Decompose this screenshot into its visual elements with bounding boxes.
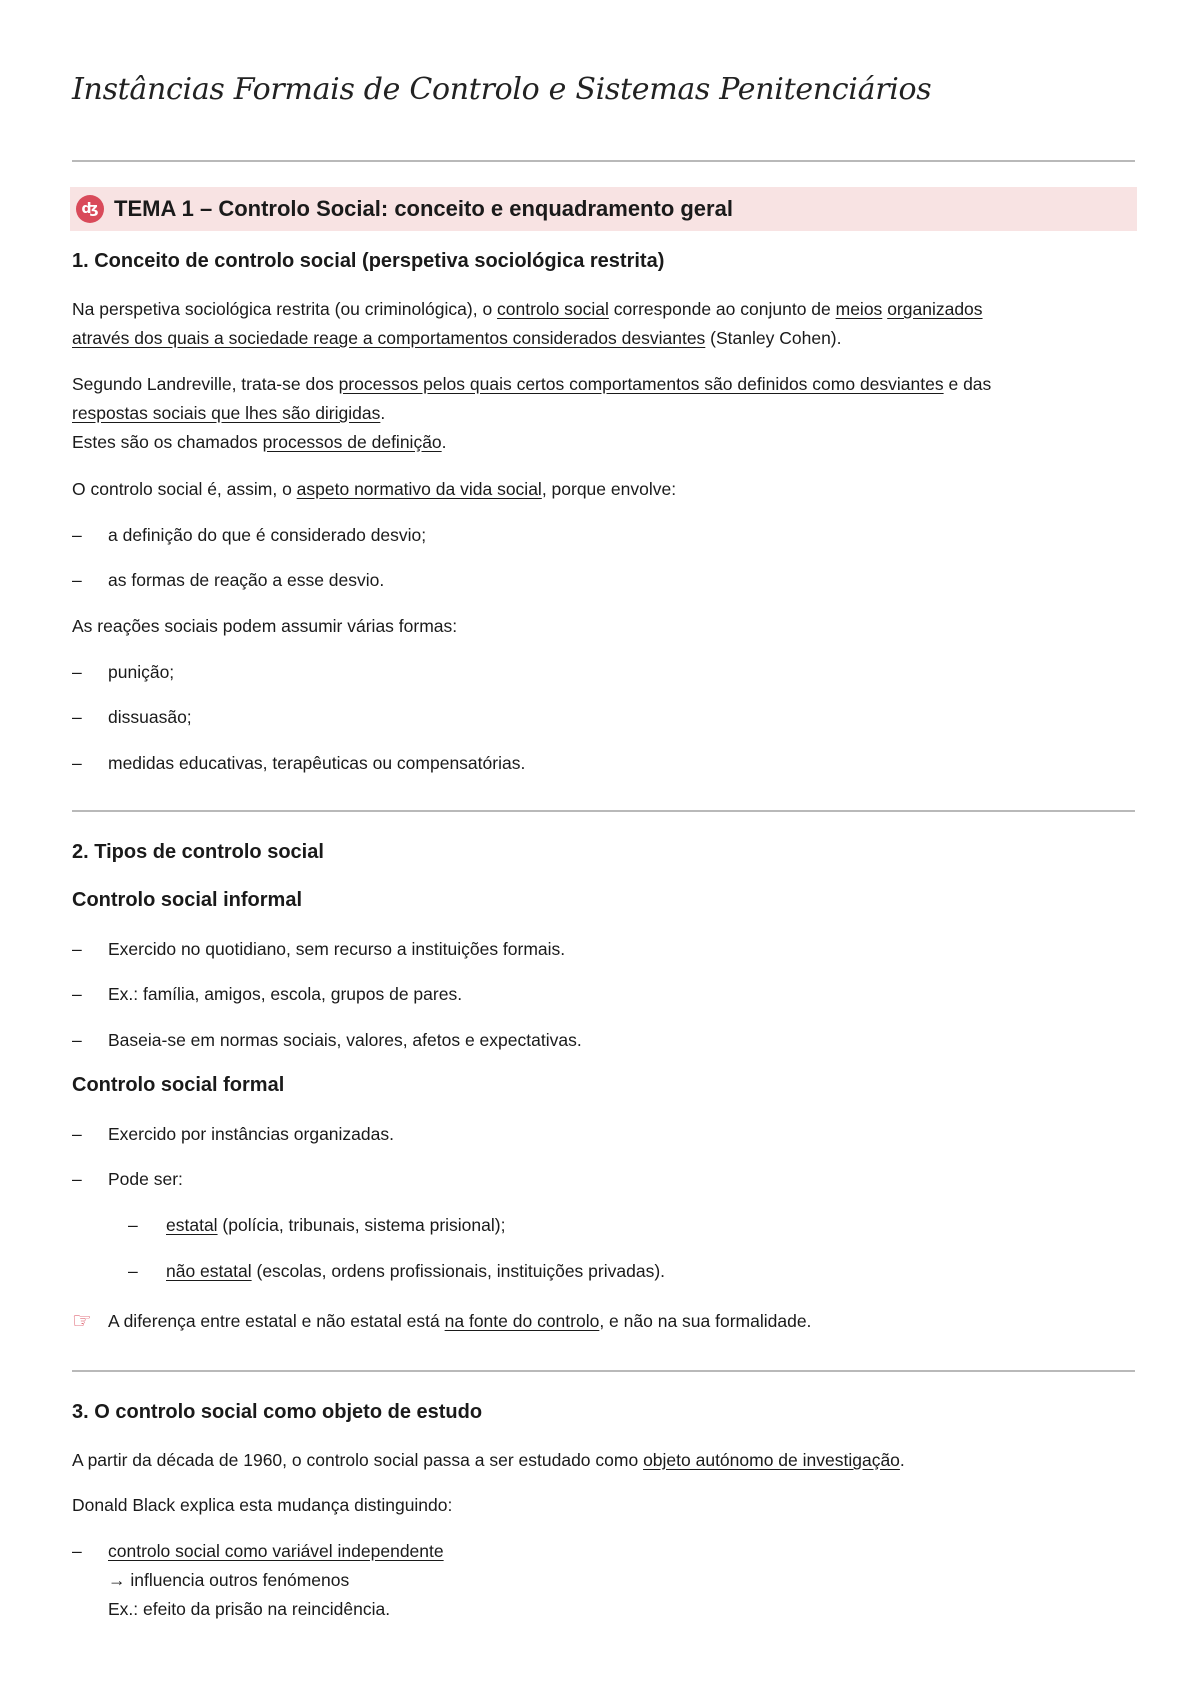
section1-paragraph-1: Na perspetiva sociológica restrita (ou criminológica), o controlo social corresponde ao conjunto de meios organizados através dos quais a sociedade reage a comportamentos considerados desviantes (Stanley Cohen). (72, 299, 983, 348)
section3-paragraph-2: Donald Black explica esta mudança distinguindo: (72, 1495, 453, 1515)
pointing-hand-icon: ☞ (72, 1309, 92, 1334)
informal-heading: Controlo social informal (72, 889, 303, 911)
divider (72, 160, 1135, 162)
section3-heading: 3. O controlo social como objeto de estudo (72, 1401, 483, 1423)
formal-heading: Controlo social formal (72, 1074, 285, 1096)
divider (72, 1370, 1135, 1372)
section2-heading: 2. Tipos de controlo social (72, 841, 324, 863)
section1-paragraph-2: Segundo Landreville, trata-se dos processos pelos quais certos comportamentos são definidos como desviantes e das respostas sociais que lhes são dirigidas. Estes são os chamados processos de definição. (72, 374, 992, 452)
document-title: Instâncias Formais de Controlo e Sistemas Penitenciários (72, 72, 932, 107)
divider (72, 810, 1135, 812)
section1-heading: 1. Conceito de controlo social (perspetiva sociológica restrita) (72, 250, 665, 272)
theme-banner-text: TEMA 1 – Controlo Social: conceito e enquadramento geral (114, 196, 733, 221)
section1-paragraph-4: As reações sociais podem assumir várias formas: (72, 616, 458, 636)
section1-paragraph-3: O controlo social é, assim, o aspeto normativo da vida social, porque envolve: (72, 479, 677, 499)
theme-banner (70, 187, 1137, 231)
brain-icon: ʤ (76, 195, 104, 223)
section3-paragraph-1: A partir da década de 1960, o controlo social passa a ser estudado como objeto autónomo de investigação. (72, 1450, 905, 1470)
